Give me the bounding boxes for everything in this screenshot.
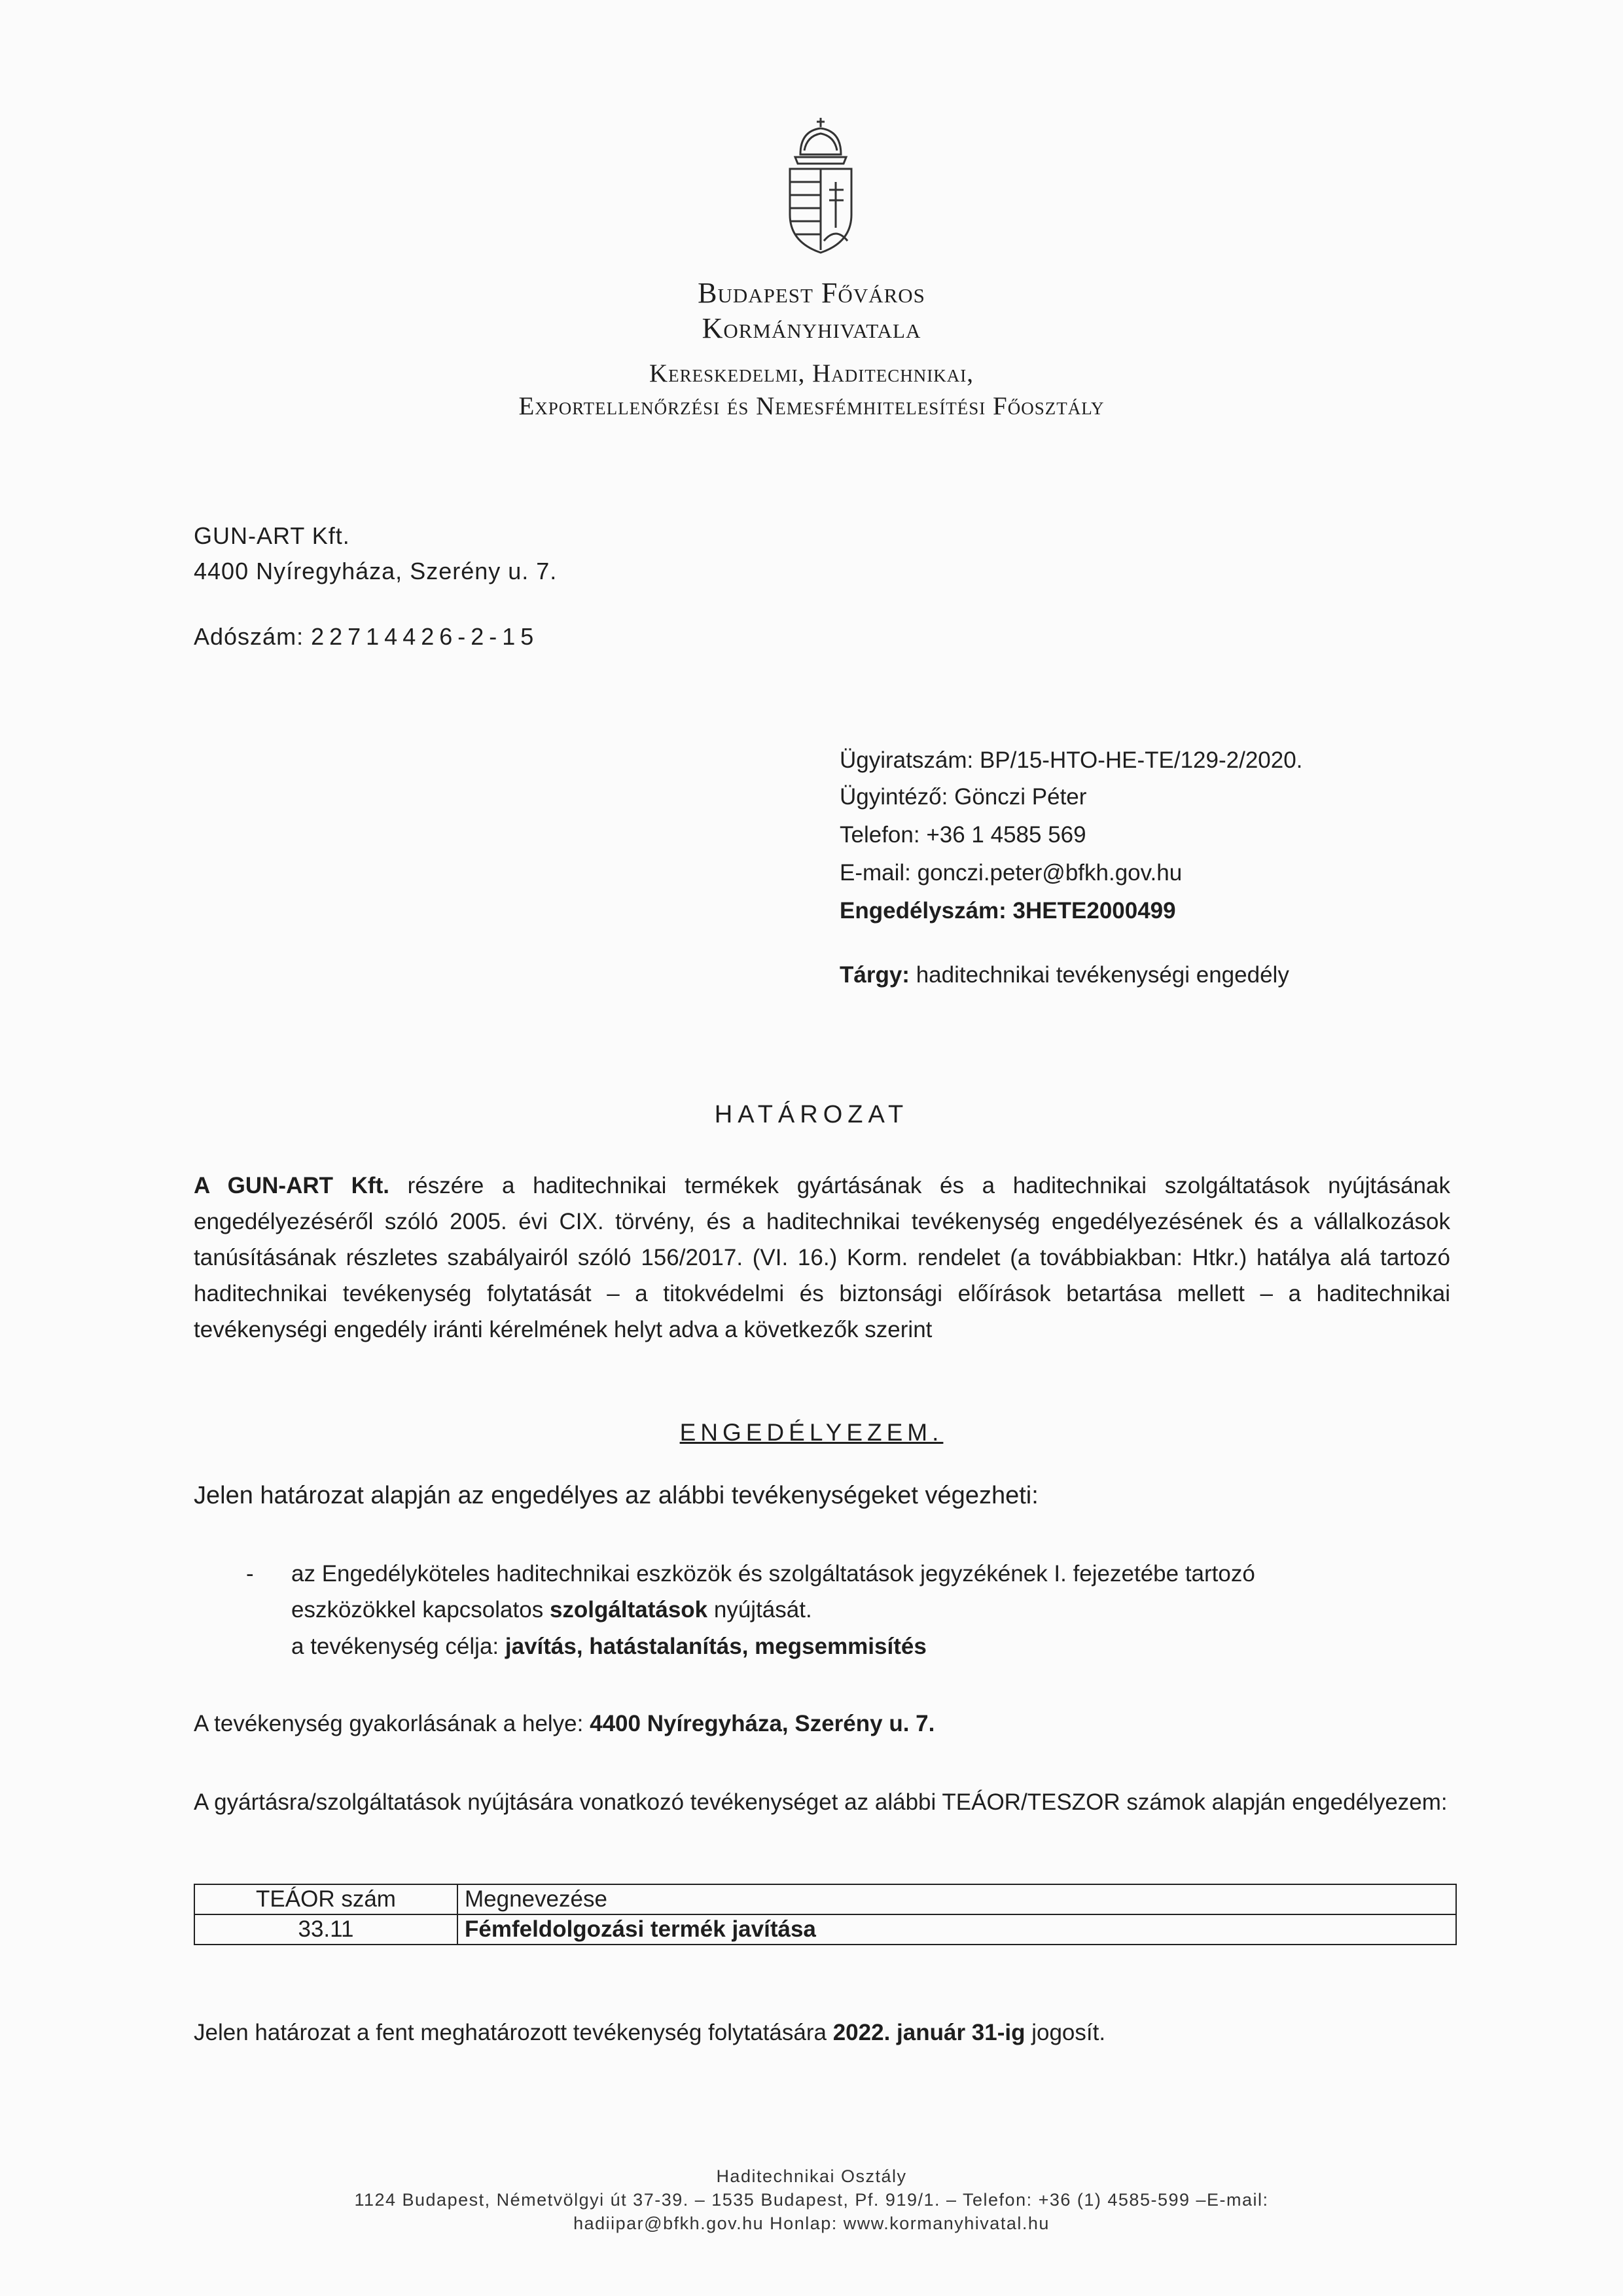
activity-line2-post: nyújtását. xyxy=(713,1597,812,1623)
activity-purpose xyxy=(291,1634,927,1660)
org-name-line2: Kormányhivatala xyxy=(702,312,921,344)
validity xyxy=(194,2020,1105,2046)
table-header-code: TEÁOR szám xyxy=(194,1884,457,1914)
case-officer-value: Gönczi Péter xyxy=(954,784,1087,810)
subject-value: haditechnikai tevékenységi engedély xyxy=(916,962,1289,988)
table-header-name: Megnevezése xyxy=(457,1884,1456,1914)
validity-pre: Jelen határozat a fent meghatározott tevékenység folytatására xyxy=(194,2020,827,2045)
email-label: E-mail: xyxy=(840,860,911,886)
tax-label: Adószám: xyxy=(194,623,304,650)
department-line2: Exportellenőrzési és Nemesfémhitelesítési Főosztály xyxy=(518,392,1105,420)
table-header-row xyxy=(194,1884,1456,1914)
location-label: A tevékenység gyakorlásának a helye: xyxy=(194,1711,584,1736)
intro-text: részére a haditechnikai termékek gyártásának és a haditechnikai szolgáltatások nyújtásának engedélyezéséről szóló 2005. évi CIX. törvény, és a haditechnikai tevékenység engedélyezésének és a vállalkozások tanúsításának részletes szabályairól szóló 156/2017. (VI. 16.) Korm. rendelet (a továbbiakban: Htkr.) hatálya alá tartozó haditechnikai tevékenység folytatását – a titokvédelmi és biztonsági előírások betartása mellett – a haditechnikai tevékenységi engedély iránti kérelmének helyt adva a következők szerint xyxy=(194,1173,1450,1342)
permit-number xyxy=(840,898,1176,924)
file-number xyxy=(840,747,1302,774)
activity-line2-pre: eszközökkel kapcsolatos xyxy=(291,1597,544,1623)
department-line1: Kereskedelmi, Haditechnikai, xyxy=(649,359,974,387)
list-bullet: - xyxy=(246,1561,254,1587)
activity-location xyxy=(194,1711,935,1737)
table-cell-name: Fémfeldolgozási termék javítása xyxy=(457,1914,1456,1945)
purpose-value: javítás, hatástalanítás, megsemmisítés xyxy=(505,1634,927,1659)
org-name-line1: Budapest Főváros xyxy=(698,277,925,309)
grant-title: ENGEDÉLYEZEM. xyxy=(679,1419,944,1446)
decision-intro xyxy=(194,1168,1450,1348)
validity-post: jogosít. xyxy=(1031,2020,1106,2045)
intro-company: A GUN-ART Kft. xyxy=(194,1173,389,1198)
location-value: 4400 Nyíregyháza, Szerény u. 7. xyxy=(590,1711,935,1736)
file-number-value: BP/15-HTO-HE-TE/129-2/2020. xyxy=(979,747,1303,773)
recipient-address: 4400 Nyíregyháza, Szerény u. 7. xyxy=(194,558,558,584)
email-value: gonczi.peter@bfkh.gov.hu xyxy=(917,860,1183,886)
subject-label: Tárgy: xyxy=(840,962,910,988)
recipient-name: GUN-ART Kft. xyxy=(194,522,350,549)
decision-title: HATÁROZAT xyxy=(714,1101,909,1128)
case-officer-label: Ügyintéző: xyxy=(840,784,948,810)
tax-number xyxy=(194,623,539,651)
tax-value: 22714426-2-15 xyxy=(311,623,539,650)
validity-date: 2022. január 31-ig xyxy=(832,2020,1026,2045)
permit-number-label: Engedélyszám: xyxy=(840,898,1007,924)
activity-line2 xyxy=(291,1597,812,1623)
case-officer xyxy=(840,784,1086,810)
footer-line2: hadiipar@bfkh.gov.hu Honlap: www.kormanyhivatal.hu xyxy=(573,2214,1050,2233)
phone-value: +36 1 4585 569 xyxy=(926,822,1086,848)
teaor-table xyxy=(194,1884,1457,1945)
activity-line1: az Engedélyköteles haditechnikai eszközök és szolgáltatások jegyzékének I. fejezetébe tartozó xyxy=(291,1561,1255,1587)
coat-of-arms-icon xyxy=(781,117,861,255)
permit-number-value: 3HETE2000499 xyxy=(1012,898,1176,924)
table-row xyxy=(194,1914,1456,1945)
teaor-intro: A gyártásra/szolgáltatások nyújtására vonatkozó tevékenységet az alábbi TEÁOR/TESZOR számok alapján engedélyezem: xyxy=(194,1789,1448,1815)
activities-intro: Jelen határozat alapján az engedélyes az alábbi tevékenységeket végezheti: xyxy=(194,1482,1039,1509)
subject xyxy=(840,962,1289,988)
purpose-label: a tevékenység célja: xyxy=(291,1634,499,1659)
activity-line2-bold: szolgáltatások xyxy=(549,1597,708,1623)
phone-label: Telefon: xyxy=(840,822,920,848)
file-number-label: Ügyiratszám: xyxy=(840,747,974,773)
table-cell-code: 33.11 xyxy=(194,1914,457,1945)
phone xyxy=(840,822,1086,848)
email xyxy=(840,860,1182,886)
footer-line1: 1124 Budapest, Németvölgyi út 37-39. – 1535 Budapest, Pf. 919/1. – Telefon: +36 (1) 4585-599 –E-mail: xyxy=(354,2190,1269,2210)
footer-unit: Haditechnikai Osztály xyxy=(716,2166,907,2186)
